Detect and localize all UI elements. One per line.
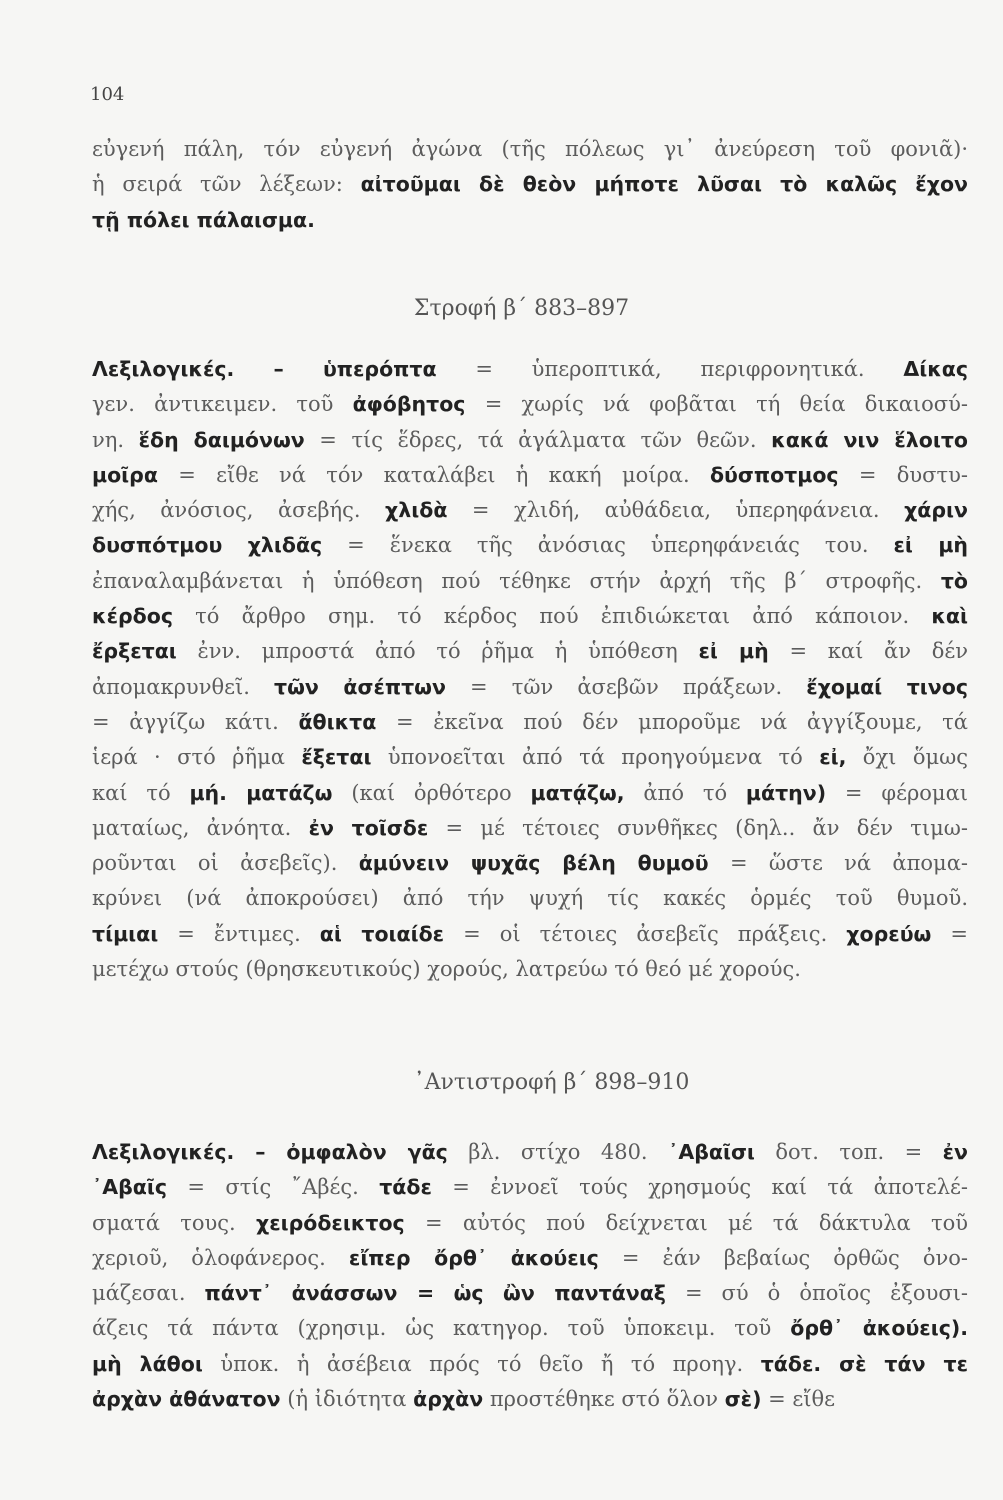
gloss-text: = χλιδή, αὐθάδεια, ὑπερηφάνεια. — [447, 498, 905, 523]
gloss-text: ἡ σειρά τῶν λέξεων: — [92, 172, 361, 197]
gloss-text: ὄχι ὅμως — [846, 745, 969, 770]
headword: ᾿Αβαῖσι — [668, 1140, 755, 1164]
gloss-text: = ἀγγίζω κάτι. — [92, 709, 299, 734]
headword: ἐν τοῖσδε — [308, 815, 429, 840]
gloss-text: ἀπομακρυνθεῖ. — [92, 674, 274, 699]
gloss-text: δοτ. τοπ. = — [754, 1140, 943, 1164]
headword: εἰ μὴ — [698, 639, 769, 664]
headword: τῶν ἀσέπτων — [273, 674, 446, 699]
text-line — [92, 740, 968, 775]
headword: Λεξιλογικές. – ὀμφαλὸν γᾶς — [92, 1140, 448, 1164]
headword: ἐν — [942, 1140, 969, 1164]
gloss-text: = καί ἄν δέν — [768, 639, 968, 664]
text-line — [92, 811, 968, 846]
headword: σὲ) — [724, 1387, 762, 1412]
gloss-text: = ἕνεκα τῆς ἀνόσιας ὑπερηφάνειάς του. — [322, 533, 894, 558]
gloss-text: ἀπό τό — [624, 780, 746, 805]
intro-paragraph — [92, 132, 968, 238]
headword: κέρδος — [92, 604, 173, 629]
headword: αἱ τοιαίδε — [319, 921, 445, 946]
gloss-text: νη. — [92, 427, 139, 452]
text-line — [92, 670, 968, 705]
headword: χλιδὰ — [385, 498, 448, 523]
gloss-text: σματά τους. — [92, 1210, 256, 1235]
text-line — [92, 599, 968, 634]
text-line — [92, 1206, 968, 1241]
text-line — [92, 387, 968, 422]
gloss-text: ἐνν. μπροστά ἀπό τό ῥῆμα ἡ ὑπόθεση — [176, 639, 699, 664]
text-line — [92, 1382, 968, 1417]
gloss-text: γεν. ἀντικειμεν. τοῦ — [92, 392, 353, 417]
gloss-text: ἱερά · στό ῥῆμα — [92, 745, 302, 770]
gloss-text: = εἴθε νά τόν καταλάβει ἡ κακή μοίρα. — [157, 462, 710, 487]
gloss-text: κρύνει (νά ἀποκρούσει) ἀπό τήν ψυχή τίς κακές ὁρμές τοῦ θυμοῦ. — [92, 886, 968, 911]
text-line — [92, 1347, 968, 1382]
gloss-text: = στίς ῎Αβές. — [167, 1175, 380, 1200]
text-line — [92, 493, 968, 528]
headword: ματᾴζω, — [530, 780, 625, 805]
headword: δύσποτμος — [709, 462, 839, 487]
page-number: 104 — [90, 84, 125, 105]
text-line — [92, 881, 968, 916]
text-line — [92, 167, 968, 202]
headword: χειρόδεικτος — [255, 1210, 405, 1235]
gloss-text: = χωρίς νά φοβᾶται τή θεία δικαιοσύ- — [465, 392, 969, 417]
gloss-text: καί τό — [92, 780, 190, 805]
headword: ἀρχὰν — [413, 1387, 484, 1412]
gloss-text: βλ. στίχο 480. — [447, 1140, 669, 1164]
gloss-text: = ἐκεῖνα πού δέν μποροῦμε νά ἀγγίξουμε, τά — [376, 709, 968, 734]
headword: δυσπότμου χλιδᾶς — [92, 533, 323, 558]
gloss-text: = αὐτός πού δείχνεται μέ τά δάκτυλα τοῦ — [404, 1210, 968, 1235]
antistrophe-heading: ᾿Αντιστροφή β΄ 898–910 — [413, 1070, 690, 1095]
headword: Δίκας — [903, 357, 968, 381]
gloss-text: χής, ἀνόσιος, ἀσεβής. — [92, 498, 386, 523]
headword: τάδε — [379, 1175, 432, 1200]
headword: ἔχομαί τινος — [806, 674, 968, 699]
headword: πάντ᾽ ἀνάσσων = ὡς ὢν παντάναξ — [204, 1281, 666, 1306]
gloss-text: εὐγενή πάλη, τόν εὐγενή ἀγώνα (τῆς πόλεως γι᾽ ἀνεύρεση τοῦ φονιᾶ)· — [92, 137, 968, 161]
text-line — [92, 1135, 968, 1170]
text-line — [92, 952, 968, 987]
headword: χάριν — [904, 498, 968, 523]
headword: μή. ματάζω — [189, 780, 333, 805]
text-line — [92, 776, 968, 811]
headword: αἰτοῦμαι δὲ θεὸν μήποτε λῦσαι τὸ καλῶς ἔχον — [360, 172, 968, 197]
text-line — [92, 846, 968, 881]
headword: εἴπερ ὄρθ᾽ ἀκούεις — [348, 1245, 599, 1270]
text-line — [92, 1170, 968, 1205]
gloss-text: ματαίως, ἀνόητα. — [92, 815, 309, 840]
headword: κακά νιν ἕλοιτο — [771, 427, 969, 452]
headword: ᾿Αβαῖς — [92, 1175, 168, 1200]
gloss-text: = μέ τέτοιες συνθῆκες (δηλ.. ἄν δέν τιμω- — [428, 815, 968, 840]
gloss-text: μάζεσαι. — [92, 1281, 205, 1306]
gloss-text: = δυστυ- — [838, 462, 968, 487]
text-line — [92, 352, 968, 387]
text-line — [92, 564, 968, 599]
headword: ἀρχὰν ἀθάνατον — [92, 1387, 281, 1412]
gloss-text: ἐπαναλαμβάνεται ἡ ὑπόθεση πού τέθηκε στήν ἀρχή τῆς β΄ στροφῆς. — [92, 568, 941, 593]
gloss-text: (ἡ ἰδιότητα — [280, 1387, 414, 1412]
text-line — [92, 705, 968, 740]
gloss-text: μετέχω στούς (θρησκευτικούς) χορούς, λατρεύω τό θεό μέ χορούς. — [92, 957, 801, 982]
gloss-text: = φέρομαι — [826, 780, 968, 805]
gloss-text: προστέθηκε στό ὅλον — [483, 1387, 725, 1412]
gloss-text: ροῦνται οἱ ἀσεβεῖς). — [92, 851, 359, 876]
headword: ἄθικτα — [298, 709, 377, 734]
headword: ἀφόβητος — [352, 392, 466, 417]
gloss-text: ὑπονοεῖται ἀπό τά προηγούμενα τό — [371, 745, 820, 770]
headword: εἰ μὴ — [893, 533, 969, 558]
text-line — [92, 634, 968, 669]
text-line — [92, 203, 968, 238]
gloss-text: (καί ὀρθότερο — [332, 780, 531, 805]
gloss-text: = σύ ὁ ὁποῖος ἐξουσι- — [665, 1281, 968, 1306]
gloss-text: ὑποκ. ἡ ἀσέβεια πρός τό θεῖο ἤ τό προηγ. — [202, 1351, 761, 1376]
gloss-text: = τῶν ἀσεβῶν πράξεων. — [445, 674, 807, 699]
text-line — [92, 423, 968, 458]
strophe-glossary — [92, 352, 968, 987]
headword: ἕδη δαιμόνων — [138, 427, 305, 452]
headword: μοῖρα — [92, 462, 158, 487]
strophe-heading: Στροφή β΄ 883–897 — [413, 296, 630, 321]
headword: μὴ λάθοι — [92, 1351, 203, 1376]
text-line — [92, 1311, 968, 1346]
gloss-text: = ἔντιμες. — [158, 921, 320, 946]
headword: ἔρξεται — [92, 639, 177, 664]
gloss-text: τό ἄρθρο σημ. τό κέρδος πού ἐπιδιώκεται ἀπό κάποιον. — [172, 604, 932, 629]
antistrophe-glossary — [92, 1135, 968, 1417]
headword: Λεξιλογικές. – ὑπερόπτα — [92, 357, 437, 381]
text-line — [92, 132, 968, 167]
text-line — [92, 528, 968, 563]
gloss-text: = ἐννοεῖ τούς χρησμούς καί τά ἀποτελέ- — [431, 1175, 968, 1200]
gloss-text: = ὥστε νά ἀπομα- — [708, 851, 968, 876]
text-line — [92, 917, 968, 952]
headword: ὄρθ᾽ ἀκούεις). — [790, 1316, 969, 1341]
headword: τάδε. σὲ τάν τε — [760, 1351, 968, 1376]
gloss-text: = οἱ τέτοιες ἀσεβεῖς πράξεις. — [444, 921, 847, 946]
gloss-text: = εἴθε — [761, 1387, 836, 1412]
headword: εἰ, — [819, 745, 847, 770]
headword: μάτην) — [745, 780, 827, 805]
headword: ἔξεται — [301, 745, 372, 770]
headword: τὸ — [940, 568, 968, 593]
text-line — [92, 1276, 968, 1311]
gloss-text: = ἐάν βεβαίως ὀρθῶς ὀνο- — [598, 1245, 968, 1270]
gloss-text: = ὑπεροπτικά, περιφρονητικά. — [436, 357, 904, 381]
headword: ἀμύνειν ψυχᾶς βέλη θυμοῦ — [358, 851, 709, 876]
headword: καὶ — [931, 604, 968, 629]
gloss-text: = — [931, 921, 968, 946]
gloss-text: χεριοῦ, ὁλοφάνερος. — [92, 1245, 349, 1270]
text-line — [92, 458, 968, 493]
gloss-text: = τίς ἕδρες, τά ἀγάλματα τῶν θεῶν. — [304, 427, 772, 452]
text-line — [92, 1241, 968, 1276]
headword: τίμιαι — [92, 921, 159, 946]
headword: τῇ πόλει πάλαισμα. — [92, 207, 315, 232]
gloss-text: άζεις τά πάντα (χρησιμ. ὡς κατηγορ. τοῦ ὑποκειμ. τοῦ — [92, 1316, 791, 1341]
headword: χορεύω — [846, 921, 932, 946]
